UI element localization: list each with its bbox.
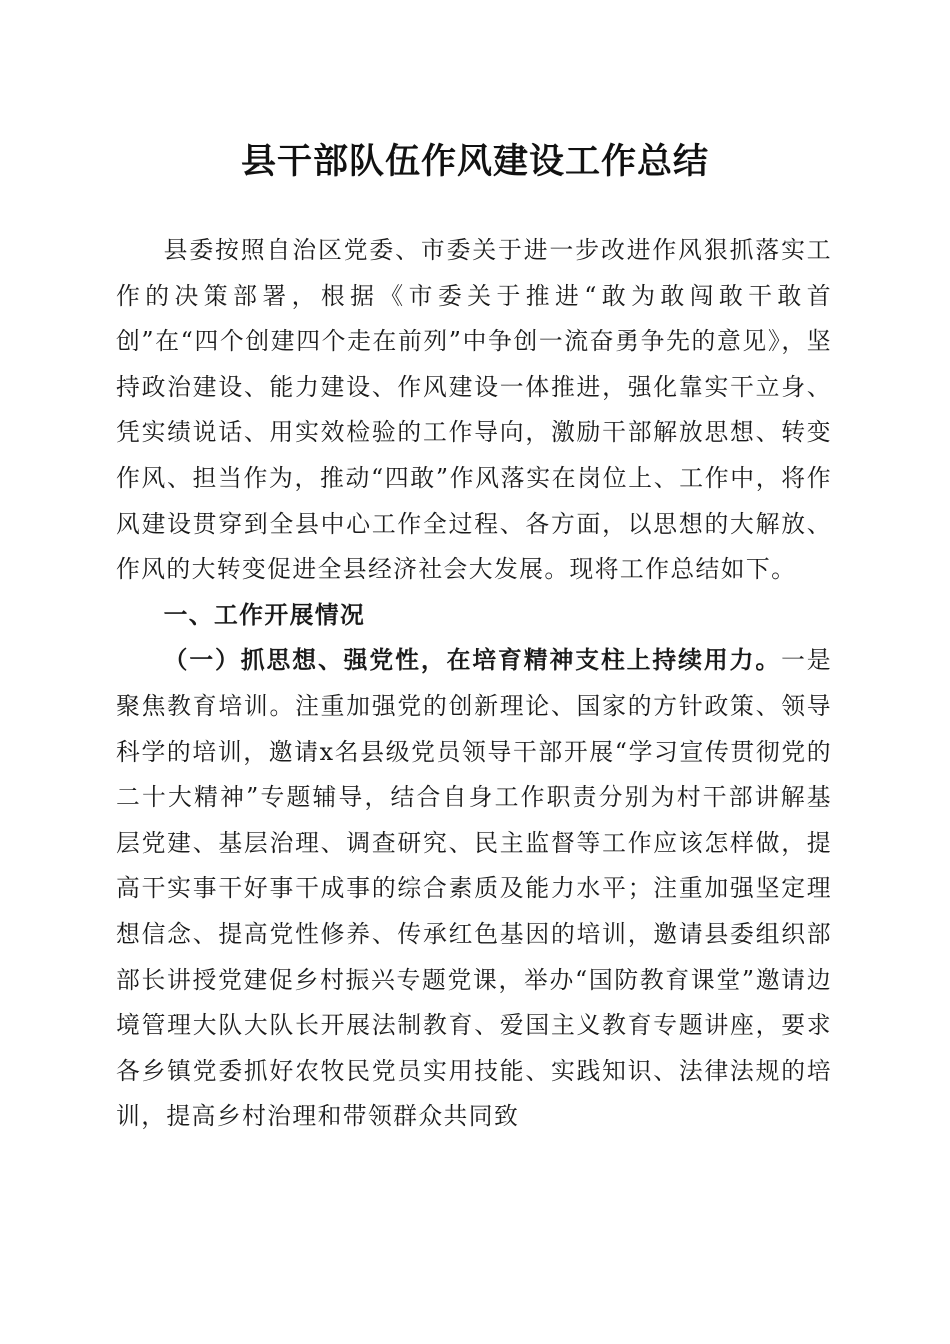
subsection-body: 一是聚焦教育培训。注重加强党的创新理论、国家的方针政策、领导科学的培训，邀请x名县级党员领导干部开展“学习宣传贯彻党的二十大精神”专题辅导，结合自身工作职责分别为村干部讲解基层党建、基层治理、调查研究、民主监督等工作应该怎样做，提高干实事干好事干成事的综合素质及能力水平；注重加强坚定理想信念、提高党性修养、传承红色基因的培训，邀请县委组织部部长讲授党建促乡村振兴专题党课，举办“国防教育课堂”邀请边境管理大队大队长开展法制教育、爱国主义教育专题讲座，要求各乡镇党委抓好农牧民党员实用技能、实践知识、法律法规的培训，提高乡村治理和带领群众共同致 (116, 646, 832, 1131)
subsection-heading: （一）抓思想、强党性，在培育精神支柱上持续用力。 (163, 646, 782, 675)
section-heading: 一、工作开展情况 (163, 600, 366, 629)
document-body (116, 228, 832, 1140)
subsection-paragraph (116, 638, 832, 1140)
document-title: 县干部队伍作风建设工作总结 (240, 142, 709, 182)
intro-paragraph: 县委按照自治区党委、市委关于进一步改进作风狠抓落实工作的决策部署，根据《市委关于推进“敢为敢闯敢干敢首创”在“四个创建四个走在前列”中争创一流奋勇争先的意见》，坚持政治建设、能力建设、作风建设一体推进，强化靠实干立身、凭实绩说话、用实效检验的工作导向，激励干部解放思想、转变作风、担当作为，推动“四敢”作风落实在岗位上、工作中，将作风建设贯穿到全县中心工作全过程、各方面，以思想的大解放、作风的大转变促进全县经济社会大发展。现将工作总结如下。 (116, 236, 832, 584)
